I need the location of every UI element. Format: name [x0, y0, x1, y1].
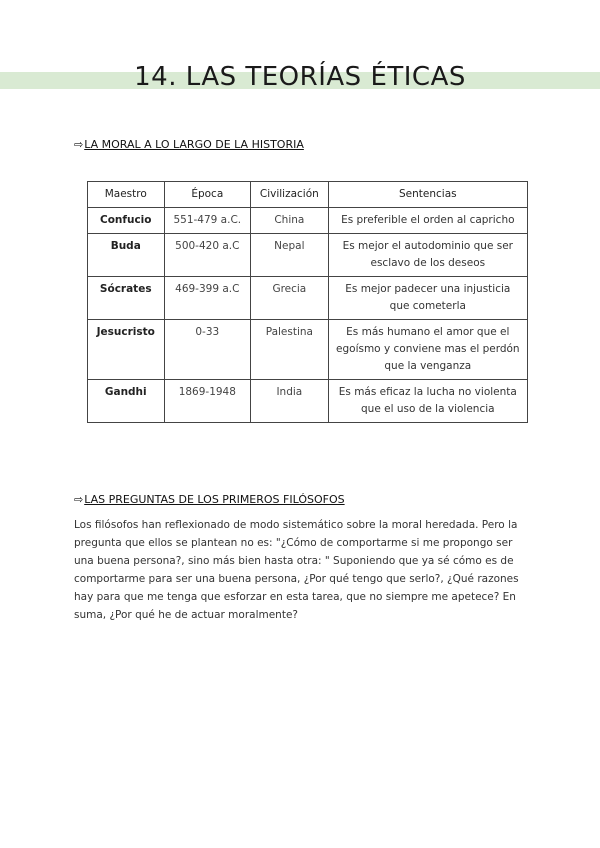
cell-epoca: 551-479 a.C.	[164, 208, 251, 234]
table-row	[88, 234, 528, 277]
cell-maestro: Jesucristo	[88, 320, 165, 380]
cell-epoca: 0-33	[164, 320, 251, 380]
cell-maestro: Confucio	[88, 208, 165, 234]
header-epoca: Época	[164, 182, 251, 208]
page-title: 14. LAS TEORÍAS ÉTICAS	[134, 62, 466, 92]
cell-epoca: 469-399 a.C	[164, 277, 251, 320]
section-heading-text: LAS PREGUNTAS DE LOS PRIMEROS FILÓSOFOS	[84, 493, 345, 506]
ethics-masters-table	[87, 181, 528, 423]
cell-sentencia: Es más eficaz la lucha no violenta que el uso de la violencia	[328, 380, 527, 423]
cell-maestro: Sócrates	[88, 277, 165, 320]
header-maestro: Maestro	[88, 182, 165, 208]
arrow-right-icon: ⇨	[74, 138, 84, 151]
section-heading-history	[74, 138, 304, 151]
table-row	[88, 277, 528, 320]
cell-sentencia: Es más humano el amor que el egoísmo y conviene mas el perdón que la venganza	[328, 320, 527, 380]
table-row	[88, 208, 528, 234]
table-row	[88, 380, 528, 423]
cell-maestro: Gandhi	[88, 380, 165, 423]
header-sentencias: Sentencias	[328, 182, 527, 208]
header-civilizacion: Civilización	[251, 182, 329, 208]
section-heading-text: LA MORAL A LO LARGO DE LA HISTORIA	[84, 138, 304, 151]
cell-civilizacion: Palestina	[251, 320, 329, 380]
cell-sentencia: Es mejor el autodominio que ser esclavo de los deseos	[328, 234, 527, 277]
table-row	[88, 320, 528, 380]
cell-civilizacion: China	[251, 208, 329, 234]
cell-sentencia: Es mejor padecer una injusticia que cometerla	[328, 277, 527, 320]
body-paragraph: Los filósofos han reflexionado de modo sistemático sobre la moral heredada. Pero la pregunta que ellos se plantean no es: "¿Cómo de comportarme si me propongo ser una buena persona?, sino más bien hasta otra: " Suponiendo que ya sé cómo es de comportarme para ser una buena persona, ¿Por qué tengo que serlo?, ¿Qué razones hay para que me tenga que esforzar en esta tarea, que no siempre me apetece? En suma, ¿Por qué he de actuar moralmente?	[74, 519, 519, 621]
cell-epoca: 1869-1948	[164, 380, 251, 423]
cell-civilizacion: Grecia	[251, 277, 329, 320]
arrow-right-icon: ⇨	[74, 493, 84, 506]
cell-civilizacion: Nepal	[251, 234, 329, 277]
cell-sentencia: Es preferible el orden al capricho	[328, 208, 527, 234]
cell-civilizacion: India	[251, 380, 329, 423]
table-header-row	[88, 182, 528, 208]
section-heading-questions	[74, 493, 345, 506]
cell-maestro: Buda	[88, 234, 165, 277]
cell-epoca: 500-420 a.C	[164, 234, 251, 277]
